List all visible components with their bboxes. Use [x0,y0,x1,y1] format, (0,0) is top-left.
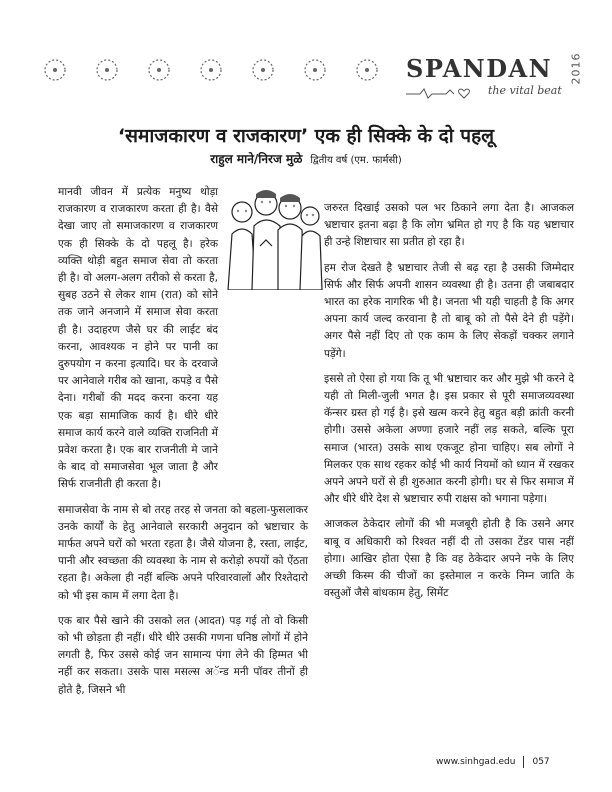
footer-website: www.sinhgad.edu [436,757,516,767]
star-ornament-icon [144,55,174,85]
star-ornament-icon [196,55,226,85]
article-paragraph: जरुरत दिखाई उसको पल भर ठिकाने लगा देता है। आजकल भ्रष्टाचार इतना बढ़ा है कि लोग भ्रमित हो गए है कि यह भ्रष्टाचार ही उन्हे शिष्टाचार सा प्रतीत हो रहा है। [324,202,574,249]
article-paragraph: मानवी जीवन में प्रत्येक मनुष्य थोड़ा राजकारण व राजकारण करता ही है। वैसे देखा जाए तो समाजकारण व राजकारण एक ही सिक्के के दो पहलू है। हरेक व्यक्ति थोड़ी बहुत समाज सेवा तो करता ही है। वो अलग-अलग तरीको से करता है, सुबह उठने से लेकर शाम (रात) को सोने तक जाने अनजाने में समाज सेवा करता ही है। उदाहरण जैसे घर की लाईट बंद करना, आवश्यक न होने पर पानी का दुरुपयोग न करना इत्यादि। घर के दरवाजे पर आनेवाले गरीब को खाना, कपड़े व पैसे देना। गरीबों की मदद करना करना यह एक बड़ा सामाजिक कार्य है। धीरे धीरे समाज कार्य करने वाले व्यक्ति राजनिती में प्रवेश करता है। एक बार राजनीती मे जाने के बाद वो समाजसेवा भूल जाता है और सिर्फ राजनीती ही करता है। [58,186,218,491]
article-paragraph: इससे तो ऐसा हो गया कि तू भी भ्रष्टाचार कर और मुझे भी करने दे यही तो मिली-जुली भगत है। इस प्रकार से पूरी समाजव्यवस्था कॅन्सर ग्रस्त हो गई है। इसे खत्म करने हेतु बहुत बड़ी क्रांती करनी होगी। उससे अकेला अण्णा हजारे नहीं लड़ सकते, बल्कि पूरा समाज (भारत) उसके साथ एकजूट होना चाहिए। सब लोगों ने मिलकर एक साथ रहकर कोई भी कार्य नियमों को ध्यान में रखकर अपने अपने घरों से ही शुरुआत करनी होगी। घर से फिर समाज में और धीरे धीरे देश से भ्रष्टाचार रुपी राक्षस को भगाना पड़ेगा। [324,372,574,506]
star-ornament-icon [248,55,278,85]
article-paragraph: एक बार पैसे खाने की उसको लत (आदत) पड़ गई तो वो किसी को भी छोड़ता ही नहीं। धीरे धीरे उसकी गणना घनिष्ठ लोगों में होने लगती है, फिर उससे कोई जन सामान्य पंगा लेने की हिम्मत भी नहीं कर सकता। उसके पास मसल्स अॅन्ड मनी पॉवर तीनों ही होते है, जिसने भी [58,614,308,696]
star-ornament-icon [40,55,70,85]
star-ornament-icon [300,55,330,85]
brand-name: SPANDAN [406,54,553,83]
article-paragraph: आजकल ठेकेदार लोगों की भी मजबूरी होती है कि उसने अगर बाबू व अधिकारी को रिश्वत नहीं दी तो उसका टेंडर पास नहीं होगा। आखिर होता ऐसा है कि वह ठेकेदार अपने नफे के लिए अच्छी किस्म की चीजों का इस्तेमाल न करके निम्न जाति के वस्तुओं जैसे बांधकाम हेतु, सिमेंट [324,518,574,600]
header-ornament-band [40,52,400,88]
article-title: ‘समाजकारण व राजकारण’ एक ही सिक्के के दो पहलू [117,125,495,147]
article-column-left [58,184,308,707]
article-authors: राहुल माने/निरज मुळे [210,152,303,166]
page-footer [436,756,550,768]
footer-divider [523,756,524,768]
article-paragraph: हम रोज देखते है भ्रष्टाचार तेजी से बढ़ रहा है उसकी जिम्मेदार सिर्फ और सिर्फ अपनी शासन व्यवस्था ही है। उतना ही जबाबदार भारत का हरेक नागरिक भी है। जनता भी यही चाहती है कि अगर अपना कार्य जल्द करवाना है तो बाबू को तो पैसे देने ही पड़ेंगे। अगर पैसे नहीं दिए तो एक काम के लिए सेकड़ों चक्कर लगाने पड़ेंगे। [324,261,574,360]
article-paragraph: समाजसेवा के नाम से बो तरह तरह से जनता को बहला-फुसलाकर उनके कार्यों के हेतु आनेवाले सरकारी अनुदान को भ्रष्टाचार के मार्फत अपने घरों को भरता रहता है। जैसे योजना है, रस्ता, लाईट, पानी और स्वच्छता की व्यवस्था के नाम से करोड़ो रुपयों को ऐंठता रहता है। अकेला ही नहीं बल्कि अपने परिवारवालों और रिश्तेदारो को भी इस काम में लगा देता है। [58,503,308,602]
article-column-right [324,200,574,610]
page-number: 057 [532,757,550,767]
article-byline [0,150,612,167]
star-ornament-icon [352,55,382,85]
star-ornament-icon [92,55,122,85]
brand-tagline: the vital beat [488,84,562,97]
spandan-logo [398,50,588,100]
author-class: द्वितीय वर्ष (एम. फार्मसी) [310,155,402,166]
brand-year: 2016 [569,52,583,85]
